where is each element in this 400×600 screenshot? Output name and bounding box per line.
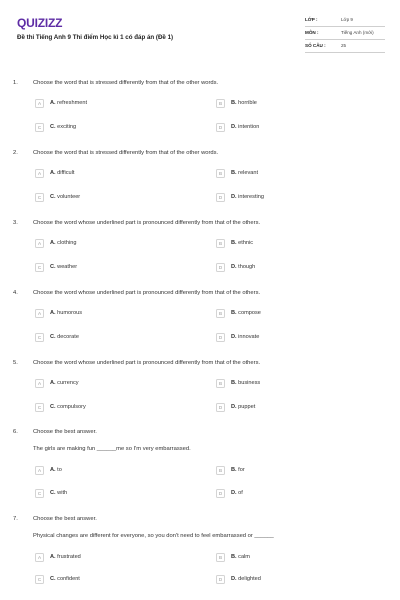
- option-text: for: [238, 467, 245, 473]
- meta-key: MÔN :: [305, 30, 319, 35]
- option-text: puppet: [238, 404, 256, 410]
- option-letter-box: D: [216, 489, 225, 498]
- option-letter-box: B: [216, 239, 225, 248]
- option-text: of: [238, 490, 243, 496]
- question-number: 6.: [13, 429, 18, 435]
- option-letter-box: D: [216, 333, 225, 342]
- worksheet-title: Đề thi Tiếng Anh 9 Thi điểm Học kì 1 có đáp án (Đề 1): [17, 34, 174, 41]
- worksheet-header: [0, 0, 400, 62]
- option-letter-box: C: [35, 489, 44, 498]
- question-sentence: Physical changes are different for everyone, so you don't need to feel embarrassed or ______: [33, 533, 274, 539]
- question-number: 2.: [13, 150, 18, 156]
- option-text: compose: [238, 310, 261, 316]
- option-text: ethnic: [238, 240, 254, 246]
- option-text: currency: [57, 380, 79, 386]
- option-text: calm: [238, 554, 250, 560]
- option-letter-box: A: [35, 309, 44, 318]
- option-letter-box: D: [216, 193, 225, 202]
- option-letter-box: C: [35, 333, 44, 342]
- option-text: refreshment: [57, 100, 88, 106]
- option-text: horrible: [238, 100, 257, 106]
- option-text: confident: [57, 576, 80, 582]
- option-text: interesting: [238, 194, 264, 200]
- question-text: Choose the word that is stressed differently from that of the other words.: [33, 150, 219, 156]
- meta-row-subject: [305, 27, 385, 40]
- option-letter-box: D: [216, 575, 225, 584]
- option-letter-box: B: [216, 379, 225, 388]
- question-number: 3.: [13, 220, 18, 226]
- option-text: innovate: [238, 334, 260, 340]
- option-text: frustrated: [57, 554, 81, 560]
- meta-value: 25: [341, 43, 347, 48]
- question-text: Choose the word that is stressed differently from that of the other words.: [33, 80, 219, 86]
- question-number: 5.: [13, 360, 18, 366]
- option-letter-box: A: [35, 466, 44, 475]
- option-text: decorate: [57, 334, 79, 340]
- option-text: delighted: [238, 576, 261, 582]
- option-text: humorous: [57, 310, 83, 316]
- option-text: clothing: [57, 240, 77, 246]
- question-sentence: The girls are making fun ______me so I'm very embarrassed.: [33, 446, 191, 452]
- option-letter-box: A: [35, 99, 44, 108]
- option-letter-box: B: [216, 99, 225, 108]
- meta-row-count: [305, 40, 385, 53]
- question-number: 7.: [13, 516, 18, 522]
- option-letter-box: D: [216, 123, 225, 132]
- meta-row-class: [305, 14, 385, 27]
- question-text: Choose the best answer.: [33, 429, 97, 435]
- option-letter-box: B: [216, 466, 225, 475]
- option-letter-box: A: [35, 169, 44, 178]
- question-text: Choose the word whose underlined part is pronounced differently from that of the others.: [33, 220, 261, 226]
- option-letter-box: C: [35, 403, 44, 412]
- option-letter-box: C: [35, 575, 44, 584]
- option-letter-box: C: [35, 123, 44, 132]
- meta-key: SỐ CÂU :: [305, 43, 326, 48]
- question-text: Choose the word whose underlined part is pronounced differently from that of the others.: [33, 360, 261, 366]
- meta-value: Lớp 9: [341, 17, 353, 22]
- question-number: 4.: [13, 290, 18, 296]
- option-text: business: [238, 380, 261, 386]
- question-text: Choose the best answer.: [33, 516, 97, 522]
- option-letter-box: B: [216, 309, 225, 318]
- meta-key: LỚP :: [305, 17, 318, 22]
- question-number: 1.: [13, 80, 18, 86]
- quizizz-logo: QUIZIZZ: [17, 16, 63, 30]
- option-letter-box: C: [35, 263, 44, 272]
- meta-value: Tiếng Anh (mới): [341, 30, 374, 35]
- option-text: exciting: [57, 124, 77, 130]
- option-letter-box: D: [216, 403, 225, 412]
- option-letter-box: A: [35, 553, 44, 562]
- worksheet-meta: [305, 14, 385, 53]
- option-letter-box: A: [35, 379, 44, 388]
- option-letter-box: C: [35, 193, 44, 202]
- option-text: weather: [57, 264, 78, 270]
- option-text: to: [57, 467, 62, 473]
- option-letter-box: D: [216, 263, 225, 272]
- option-text: difficult: [57, 170, 75, 176]
- option-text: intention: [238, 124, 260, 130]
- option-text: relevant: [238, 170, 259, 176]
- question-text: Choose the word whose underlined part is pronounced differently from that of the others.: [33, 290, 261, 296]
- option-letter-box: B: [216, 553, 225, 562]
- option-letter-box: A: [35, 239, 44, 248]
- option-letter-box: B: [216, 169, 225, 178]
- option-text: compulsory: [57, 404, 86, 410]
- option-text: though: [238, 264, 256, 270]
- worksheet-page: QUIZIZZ Đề thi Tiếng Anh 9 Thi điểm Học kì 1 có đáp án (Đề 1) LỚP : Lớp 9 MÔN : Tiếng Anh (mới) SỐ CÂU : 25 1. Choose the word that is stressed differently from that of the other words. A A. refreshment B B. horrible C C. exciting D D. intention 2. Choose the word that is stressed differently from that of the other words. A A. difficult B B. relevant C C. volunteer D D. interesting 3. Choose the word whose underlined part is pronounced differently from that of the others. A A. clothing B B. ethnic C C. weather D D. though 4. Choose the word whose underlined part is pronounced differently from that of the others. A A. humorous B B. compose C C. decorate D D. innovate 5. Choose the word whose underlined part is pronounced differently from that of the others. A A. currency B B. business C C. compulsory D D. puppet 6. Choose the best answer. The girls are making fun ______me so I'm very embarrassed. A A. to B B. for C C. with D D. of 7. Choose the best answer. Physical changes are different for everyone, so you don't need to feel embarrassed or ______ A A. frustrated B B. calm C C. confident D D. delighted: [0, 0, 400, 600]
- option-text: with: [57, 490, 68, 496]
- option-text: volunteer: [57, 194, 81, 200]
